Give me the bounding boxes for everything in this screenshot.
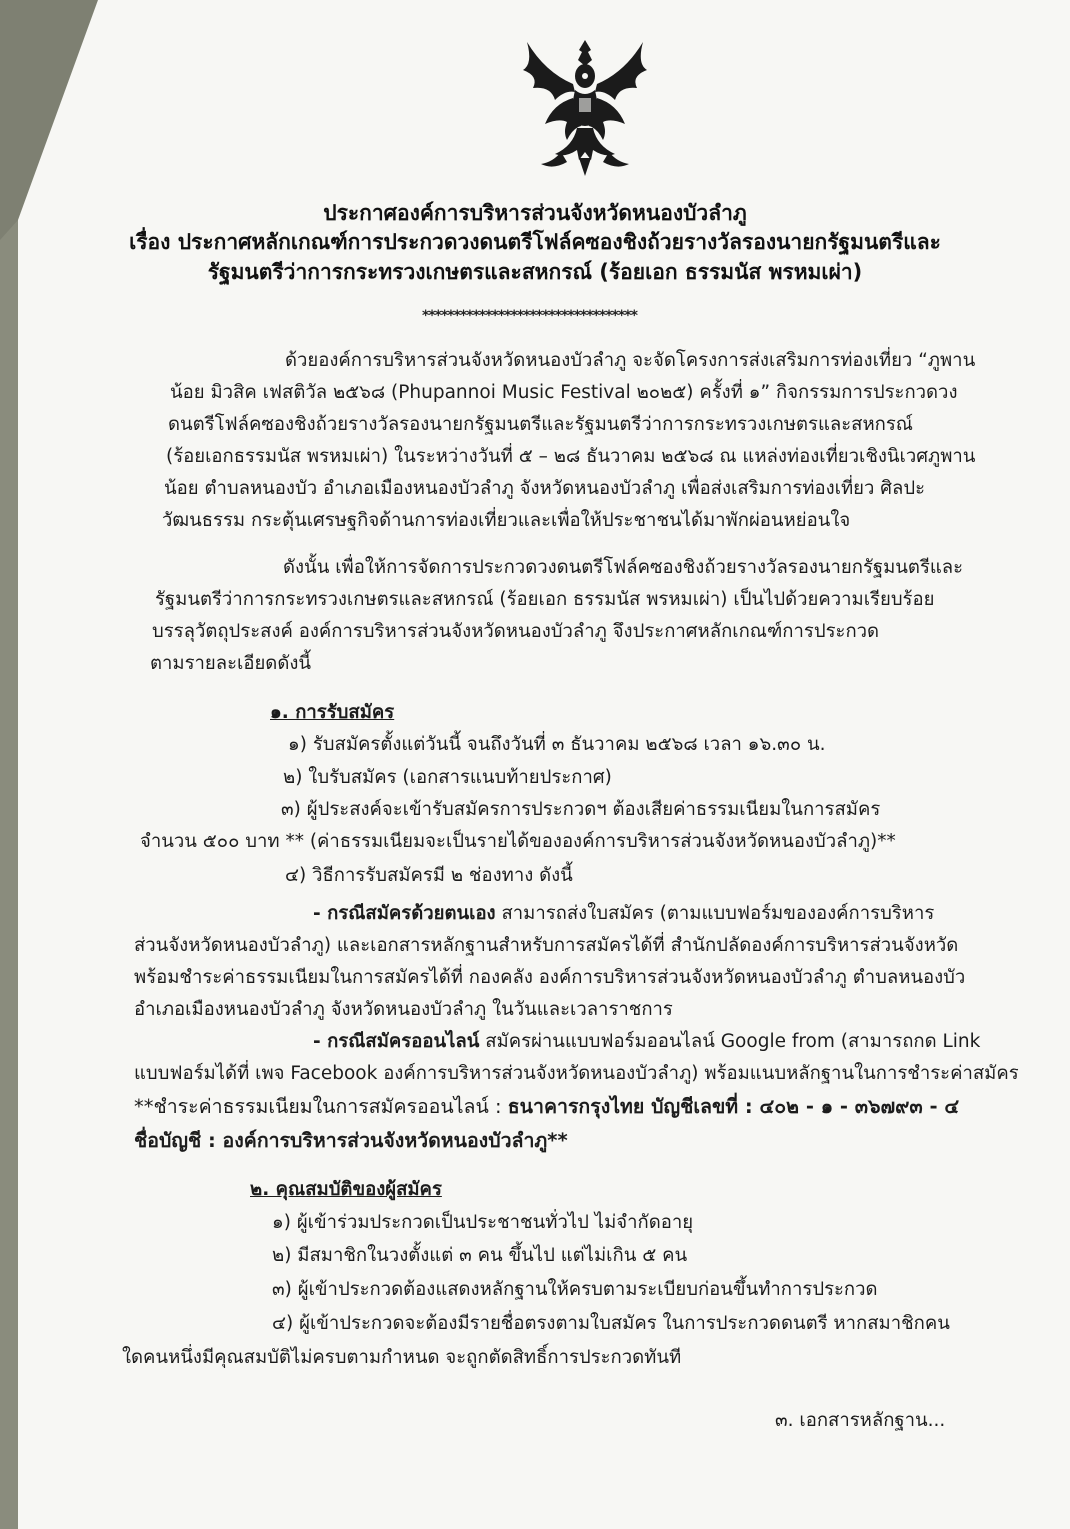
payment-account-name: ชื่อบัญชี : องค์การบริหารส่วนจังหวัดหนองบัวลำภู** <box>134 1129 568 1152</box>
self-apply-line-3: พร้อมชำระค่าธรรมเนียมในการสมัครได้ที่ กองคลัง องค์การบริหารส่วนจังหวัดหนองบัวลำภู ตำบลหนองบัว <box>134 967 966 988</box>
section1-item-2: ๒) ใบรับสมัคร (เอกสารแนบท้ายประกาศ) <box>283 767 612 788</box>
section1-item-4: ๔) วิธีการรับสมัครมี ๒ ช่องทาง ดังนี้ <box>285 865 573 886</box>
section1-heading: ๑. การรับสมัคร <box>270 702 395 723</box>
online-apply-line-1 <box>313 1026 980 1057</box>
online-apply-text: สมัครผ่านแบบฟอร์มออนไลน์ Google from (สามารถกด Link <box>485 1031 981 1052</box>
self-apply-line-2: ส่วนจังหวัดหนองบัวลำภู) และเอกสารหลักฐานสำหรับการสมัครได้ที่ สำนักปลัดองค์การบริหารส่วนจังหวัด <box>134 935 959 956</box>
intro-line-5: น้อย ตำบลหนองบัว อำเภอเมืองหนองบัวลำภู จังหวัดหนองบัวลำภู เพื่อส่งเสริมการท่องเที่ยว ศิลปะ <box>164 478 926 499</box>
section2-item-4b: ใดคนหนึ่งมีคุณสมบัติไม่ครบตามกำหนด จะถูกตัดสิทธิ์การประกวดทันที <box>122 1347 682 1368</box>
section2-item-1: ๑) ผู้เข้าร่วมประกวดเป็นประชาชนทั่วไป ไม่จำกัดอายุ <box>272 1212 694 1233</box>
self-apply-line-1 <box>313 898 934 929</box>
self-apply-line-4: อำเภอเมืองหนองบัวลำภู จังหวัดหนองบัวลำภู ในวันและเวลาราชการ <box>134 999 673 1020</box>
bank-account-number: ธนาคารกรุงไทย บัญชีเลขที่ : ๔๐๒ - ๑ - ๓๖๗๙๓ - ๔ <box>507 1095 960 1118</box>
garuda-emblem-icon <box>515 32 655 182</box>
section1-item-1: ๑) รับสมัครตั้งแต่วันนี้ จนถึงวันที่ ๓ ธันวาคม ๒๕๖๘ เวลา ๑๖.๓๐ น. <box>288 734 826 755</box>
section1-item-3a: ๓) ผู้ประสงค์จะเข้ารับสมัครการประกวดฯ ต้องเสียค่าธรรมเนียมในการสมัคร <box>281 799 881 820</box>
section2-item-4a: ๔) ผู้เข้าประกวดจะต้องมีรายชื่อตรงตามใบสมัคร ในการประกวดดนตรี หากสมาชิกคน <box>272 1313 950 1334</box>
online-apply-line-2: แบบฟอร์มได้ที่ เพจ Facebook องค์การบริหารส่วนจังหวัดหนองบัวลำภู) พร้อมแนบหลักฐานในการชำระค่าสมัคร <box>134 1063 1019 1084</box>
intro-line-4: (ร้อยเอกธรรมนัส พรหมเผ่า) ในระหว่างวันที่ ๕ – ๒๘ ธันวาคม ๒๕๖๘ ณ แหล่งท่องเที่ยวเชิงนิเวศภูพาน <box>166 446 976 467</box>
therefore-line-4: ตามรายละเอียดดังนี้ <box>150 653 312 674</box>
separator-stars: ********************************** <box>422 308 637 324</box>
intro-line-1: ด้วยองค์การบริหารส่วนจังหวัดหนองบัวลำภู จะจัดโครงการส่งเสริมการท่องเที่ยว “ภูพาน <box>285 350 976 371</box>
payment-intro: **ชำระค่าธรรมเนียมในการสมัครออนไลน์ : <box>134 1095 502 1118</box>
continuation-note: ๓. เอกสารหลักฐาน... <box>775 1410 946 1431</box>
section2-item-2: ๒) มีสมาชิกในวงตั้งแต่ ๓ คน ขึ้นไป แต่ไม่เกิน ๕ คน <box>272 1245 688 1266</box>
payment-line-1 <box>134 1091 959 1122</box>
announcement-subject-line1: เรื่อง ประกาศหลักเกณฑ์การประกวดวงดนตรีโฟล์คซองชิงถ้วยรางวัลรองนายกรัฐมนตรีและ <box>129 230 941 254</box>
intro-line-6: วัฒนธรรม กระตุ้นเศรษฐกิจด้านการท่องเที่ยวและเพื่อให้ประชาชนได้มาพักผ่อนหย่อนใจ <box>162 510 851 531</box>
intro-line-2: น้อย มิวสิค เฟสติวัล ๒๕๖๘ (Phupannoi Music Festival ๒๐๒๕) ครั้งที่ ๑” กิจกรรมการประกวดวง <box>170 382 958 403</box>
announcement-subject-line2: รัฐมนตรีว่าการกระทรวงเกษตรและสหกรณ์ (ร้อยเอก ธรรมนัส พรหมเผ่า) <box>207 260 863 284</box>
section1-item-3b: จำนวน ๕๐๐ บาท ** (ค่าธรรมเนียมจะเป็นรายได้ขององค์การบริหารส่วนจังหวัดหนองบัวลำภู)** <box>140 831 896 852</box>
self-apply-label: - กรณีสมัครด้วยตนเอง <box>313 903 496 924</box>
therefore-line-2: รัฐมนตรีว่าการกระทรวงเกษตรและสหกรณ์ (ร้อยเอก ธรรมนัส พรหมเผ่า) เป็นไปด้วยความเรียบร้อย <box>155 589 935 610</box>
therefore-line-3: บรรลุวัตถุประสงค์ องค์การบริหารส่วนจังหวัดหนองบัวลำภู จึงประกาศหลักเกณฑ์การประกวด <box>152 621 880 642</box>
intro-line-3: ดนตรีโฟล์คซองชิงถ้วยรางวัลรองนายกรัฐมนตรีและรัฐมนตรีว่าการกระทรวงเกษตรและสหกรณ์ <box>168 414 913 435</box>
section2-item-3: ๓) ผู้เข้าประกวดต้องแสดงหลักฐานให้ครบตามระเบียบก่อนขึ้นทำการประกวด <box>272 1279 878 1300</box>
therefore-line-1: ดังนั้น เพื่อให้การจัดการประกวดวงดนตรีโฟล์คซองชิงถ้วยรางวัลรองนายกรัฐมนตรีและ <box>283 557 964 578</box>
section2-heading: ๒. คุณสมบัติของผู้สมัคร <box>250 1179 442 1200</box>
online-apply-label: - กรณีสมัครออนไลน์ <box>313 1031 480 1052</box>
announcement-title: ประกาศองค์การบริหารส่วนจังหวัดหนองบัวลำภู <box>323 201 747 225</box>
self-apply-text: สามารถส่งใบสมัคร (ตามแบบฟอร์มขององค์การบริหาร <box>501 903 935 924</box>
